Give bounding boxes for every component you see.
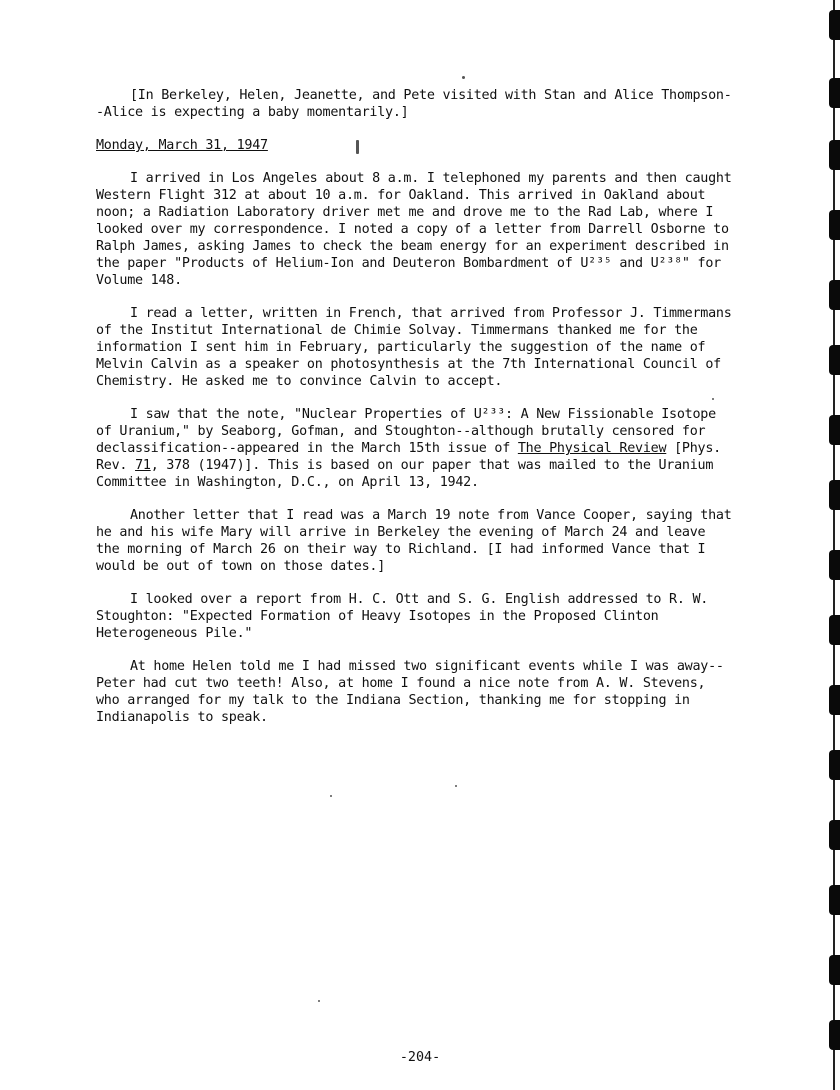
binding-hole: [829, 615, 840, 645]
paragraph-nuclear-properties-note: [96, 406, 736, 491]
binding-hole: [829, 210, 840, 240]
note-text-end: , 378 (1947)]. This is based on our paper that was mailed to the Uranium Committee in Washington, D.C., on April 13, 1942.: [96, 458, 714, 490]
binding-hole: [829, 78, 840, 108]
volume-number: 71: [135, 458, 151, 473]
scan-binding-edge: [826, 0, 840, 1090]
citation-prefix: [Phys. Rev.: [96, 441, 721, 473]
date-heading: Monday, March 31, 1947: [96, 138, 268, 153]
scan-speck: [356, 140, 359, 154]
binding-hole: [829, 820, 840, 850]
scan-speck: [330, 795, 332, 797]
page-number: -204-: [399, 1050, 441, 1065]
scan-speck: [462, 76, 465, 79]
binding-hole: [829, 415, 840, 445]
binding-hole: [829, 140, 840, 170]
note-text-start: I saw that the note, "Nuclear Properties of U²³³: A New Fissionable Isotope of Uranium," by Seaborg, Gofman, and Stoughton--although brutally censored for declassification--appeared in the March 15th issue of: [96, 407, 716, 456]
binding-hole: [829, 955, 840, 985]
paragraph-ott-english-report: I looked over a report from H. C. Ott and S. G. English addressed to R. W. Stoughton: "Expected Formation of Heavy Isotopes in the Proposed Clinton Heterogeneous Pile.": [96, 592, 709, 641]
journal-entry-body: [96, 87, 736, 742]
binding-hole: [829, 10, 840, 40]
binding-hole: [829, 885, 840, 915]
binding-hole: [829, 550, 840, 580]
paragraph-home-news: At home Helen told me I had missed two significant events while I was away--Peter had cut two teeth! Also, at home I found a nice note from A. W. Stevens, who arranged for my talk to the Indiana Section, thanking me for stopping in Indianapolis to speak.: [96, 659, 724, 725]
binding-hole: [829, 280, 840, 310]
paragraph-vance-cooper: Another letter that I read was a March 19 note from Vance Cooper, saying that he and his wife Mary will arrive in Berkeley the evening of March 24 and leave the morning of March 26 on their way to Richland. [I had informed Vance that I would be out of town on those dates.]: [96, 508, 732, 574]
binding-hole: [829, 750, 840, 780]
binding-hole: [829, 685, 840, 715]
intro-note: [In Berkeley, Helen, Jeanette, and Pete visited with Stan and Alice Thompson--Alice is expecting a baby momentarily.]: [96, 88, 732, 120]
binding-hole: [829, 345, 840, 375]
scan-speck: [455, 785, 457, 787]
binding-hole: [829, 1020, 840, 1050]
journal-title: The Physical Review: [517, 441, 667, 456]
paragraph-arrival: I arrived in Los Angeles about 8 a.m. I telephoned my parents and then caught Western Flight 312 at about 10 a.m. for Oakland. This arrived in Oakland about noon; a Radiation Laboratory driver met me and drove me to the Rad Lab, where I looked over my correspondence. I noted a copy of a letter from Darrell Osborne to Ralph James, asking James to check the beam energy for an experiment described in the paper "Products of Helium-Ion and Deuteron Bombardment of U²³⁵ and U²³⁸" for Volume 148.: [96, 171, 732, 288]
scan-speck: [318, 1000, 320, 1002]
paragraph-timmermans-letter: I read a letter, written in French, that arrived from Professor J. Timmermans of the Institut International de Chimie Solvay. Timmermans thanked me for the information I sent him in February, particularly the suggestion of the name of Melvin Calvin as a speaker on photosynthesis at the 7th International Council of Chemistry. He asked me to convince Calvin to accept.: [96, 306, 732, 389]
scan-speck: [712, 398, 714, 400]
binding-hole: [829, 480, 840, 510]
